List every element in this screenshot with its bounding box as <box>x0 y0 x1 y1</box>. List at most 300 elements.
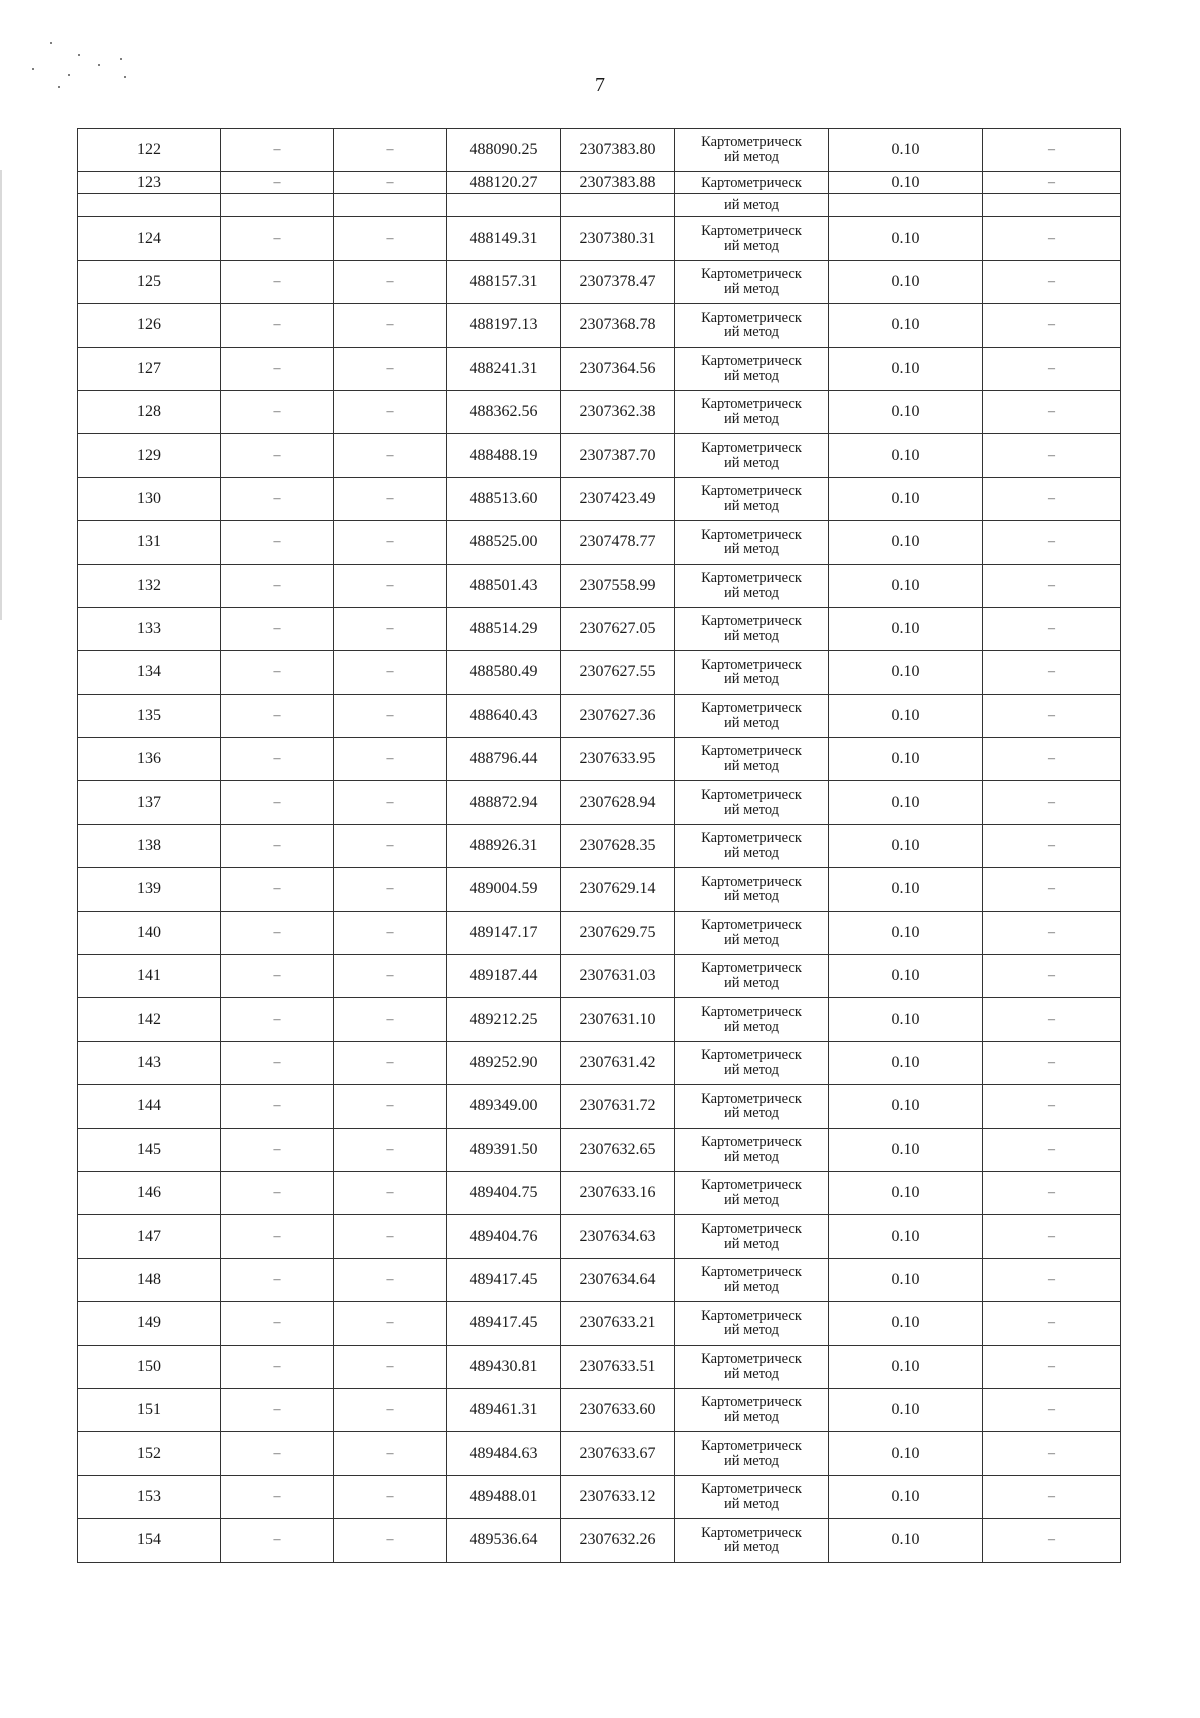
accuracy-cell: 0.10 <box>829 129 983 172</box>
method-text: ий метод <box>723 497 780 514</box>
table-row <box>78 1258 1121 1301</box>
table-row-continuation <box>78 194 1121 217</box>
dash-cell: – <box>221 304 334 347</box>
dash-cell: – <box>334 955 447 998</box>
method-text: Картометрическ <box>701 526 802 543</box>
table-row <box>78 1215 1121 1258</box>
dash-cell: – <box>221 911 334 954</box>
dash-cell: – <box>334 781 447 824</box>
method-text: Картометрическ <box>701 1264 802 1281</box>
dash-cell: – <box>221 1519 334 1562</box>
dash-cell: – <box>983 1171 1121 1214</box>
method-text: ий метод <box>723 1235 780 1252</box>
y-coordinate-cell: 2307628.94 <box>561 781 675 824</box>
dash-cell: – <box>221 1215 334 1258</box>
method-cell <box>675 738 829 781</box>
empty-cell <box>447 194 561 217</box>
x-coordinate-cell: 488197.13 <box>447 304 561 347</box>
accuracy-cell: 0.10 <box>829 1041 983 1084</box>
accuracy-cell: 0.10 <box>829 738 983 781</box>
method-text: ий метод <box>723 1495 780 1512</box>
method-text: Картометрическ <box>701 1003 802 1020</box>
dash-cell: – <box>983 390 1121 433</box>
accuracy-cell: 0.10 <box>829 607 983 650</box>
dash-cell: – <box>221 1041 334 1084</box>
dash-cell: – <box>983 521 1121 564</box>
coordinates-table <box>77 128 1121 1563</box>
dash-cell: – <box>334 347 447 390</box>
accuracy-cell: 0.10 <box>829 955 983 998</box>
x-coordinate-cell: 489484.63 <box>447 1432 561 1475</box>
dash-cell: – <box>334 564 447 607</box>
dash-cell: – <box>334 824 447 867</box>
method-cell <box>675 955 829 998</box>
dash-cell: – <box>983 694 1121 737</box>
point-number-cell: 125 <box>78 260 221 303</box>
table-row <box>78 172 1121 194</box>
method-text: ий метод <box>723 1018 780 1035</box>
method-text: ий метод <box>723 1105 780 1122</box>
point-number-cell: 146 <box>78 1171 221 1214</box>
accuracy-cell: 0.10 <box>829 1388 983 1431</box>
method-text: ий метод <box>723 1452 780 1469</box>
dash-cell: – <box>983 260 1121 303</box>
y-coordinate-cell: 2307633.21 <box>561 1302 675 1345</box>
dash-cell: – <box>334 911 447 954</box>
table-row <box>78 1041 1121 1084</box>
dash-cell: – <box>221 1388 334 1431</box>
point-number-cell: 145 <box>78 1128 221 1171</box>
x-coordinate-cell: 488501.43 <box>447 564 561 607</box>
accuracy-cell: 0.10 <box>829 217 983 260</box>
method-cell <box>675 1085 829 1128</box>
x-coordinate-cell: 488241.31 <box>447 347 561 390</box>
accuracy-cell: 0.10 <box>829 824 983 867</box>
dash-cell: – <box>221 390 334 433</box>
x-coordinate-cell: 489391.50 <box>447 1128 561 1171</box>
x-coordinate-cell: 489349.00 <box>447 1085 561 1128</box>
dash-cell: – <box>983 1345 1121 1388</box>
method-text: Картометрическ <box>701 396 802 413</box>
dash-cell: – <box>334 1302 447 1345</box>
method-text: Картометрическ <box>701 266 802 283</box>
method-text: Картометрическ <box>701 917 802 934</box>
method-text: ий метод <box>723 888 780 905</box>
dash-cell: – <box>334 1475 447 1518</box>
accuracy-cell: 0.10 <box>829 1258 983 1301</box>
method-cell <box>675 304 829 347</box>
method-text: ий метод <box>723 714 780 731</box>
dash-cell: – <box>221 477 334 520</box>
accuracy-cell: 0.10 <box>829 1475 983 1518</box>
point-number-cell: 151 <box>78 1388 221 1431</box>
empty-cell <box>221 194 334 217</box>
dash-cell: – <box>334 1215 447 1258</box>
x-coordinate-cell: 489430.81 <box>447 1345 561 1388</box>
method-cell <box>675 1258 829 1301</box>
method-text: ий метод <box>723 1365 780 1382</box>
dash-cell: – <box>334 868 447 911</box>
table-row <box>78 998 1121 1041</box>
table-row <box>78 1171 1121 1214</box>
accuracy-cell: 0.10 <box>829 564 983 607</box>
point-number-cell: 127 <box>78 347 221 390</box>
dash-cell: – <box>983 564 1121 607</box>
method-cell <box>675 1475 829 1518</box>
method-cell <box>675 129 829 172</box>
table-row <box>78 521 1121 564</box>
table-row <box>78 738 1121 781</box>
dash-cell: – <box>983 1302 1121 1345</box>
method-text: Картометрическ <box>701 1307 802 1324</box>
method-cell <box>675 347 829 390</box>
method-text: Картометрическ <box>701 700 802 717</box>
y-coordinate-cell: 2307632.26 <box>561 1519 675 1562</box>
dash-cell: – <box>983 911 1121 954</box>
method-cell <box>675 1302 829 1345</box>
accuracy-cell: 0.10 <box>829 1085 983 1128</box>
dash-cell: – <box>983 1519 1121 1562</box>
accuracy-cell: 0.10 <box>829 434 983 477</box>
dash-cell: – <box>334 217 447 260</box>
x-coordinate-cell: 488640.43 <box>447 694 561 737</box>
table-row <box>78 1302 1121 1345</box>
empty-cell <box>561 194 675 217</box>
method-cell <box>675 1345 829 1388</box>
table-row <box>78 390 1121 433</box>
method-cell <box>675 434 829 477</box>
y-coordinate-cell: 2307633.51 <box>561 1345 675 1388</box>
dash-cell: – <box>221 564 334 607</box>
y-coordinate-cell: 2307423.49 <box>561 477 675 520</box>
method-text: ий метод <box>723 758 780 775</box>
method-text: Картометрическ <box>701 1524 802 1541</box>
method-text: ий метод <box>723 1192 780 1209</box>
y-coordinate-cell: 2307631.10 <box>561 998 675 1041</box>
method-cell <box>675 1432 829 1475</box>
method-text: ий метод <box>723 237 780 254</box>
dash-cell: – <box>334 651 447 694</box>
table-row <box>78 1432 1121 1475</box>
table-row <box>78 911 1121 954</box>
method-text: ий метод <box>723 845 780 862</box>
dash-cell: – <box>221 129 334 172</box>
method-cell <box>675 1171 829 1214</box>
y-coordinate-cell: 2307629.75 <box>561 911 675 954</box>
method-text: Картометрическ <box>701 1437 802 1454</box>
dash-cell: – <box>221 607 334 650</box>
y-coordinate-cell: 2307627.36 <box>561 694 675 737</box>
x-coordinate-cell: 488157.31 <box>447 260 561 303</box>
dash-cell: – <box>334 521 447 564</box>
x-coordinate-cell: 489417.45 <box>447 1302 561 1345</box>
table-row <box>78 1085 1121 1128</box>
dash-cell: – <box>334 1085 447 1128</box>
dash-cell: – <box>221 824 334 867</box>
dash-cell: – <box>983 172 1121 194</box>
method-cell: ий метод <box>675 194 829 217</box>
y-coordinate-cell: 2307380.31 <box>561 217 675 260</box>
dash-cell: – <box>983 1388 1121 1431</box>
x-coordinate-cell: 489187.44 <box>447 955 561 998</box>
point-number-cell: 134 <box>78 651 221 694</box>
method-text: ий метод <box>723 1409 780 1426</box>
method-text: Картометрическ <box>701 439 802 456</box>
dash-cell: – <box>334 304 447 347</box>
dash-cell: – <box>334 1041 447 1084</box>
point-number-cell: 150 <box>78 1345 221 1388</box>
dash-cell: – <box>983 998 1121 1041</box>
accuracy-cell: 0.10 <box>829 911 983 954</box>
method-text: ий метод <box>723 454 780 471</box>
x-coordinate-cell: 488926.31 <box>447 824 561 867</box>
point-number-cell: 143 <box>78 1041 221 1084</box>
y-coordinate-cell: 2307631.42 <box>561 1041 675 1084</box>
dash-cell: – <box>983 1432 1121 1475</box>
method-cell <box>675 1215 829 1258</box>
accuracy-cell: 0.10 <box>829 651 983 694</box>
method-text: Картометрическ <box>701 1090 802 1107</box>
point-number-cell: 137 <box>78 781 221 824</box>
y-coordinate-cell: 2307631.03 <box>561 955 675 998</box>
method-text: ий метод <box>723 1148 780 1165</box>
method-cell <box>675 172 829 194</box>
dash-cell: – <box>334 477 447 520</box>
x-coordinate-cell: 488149.31 <box>447 217 561 260</box>
dash-cell: – <box>221 781 334 824</box>
dash-cell: – <box>983 434 1121 477</box>
dash-cell: – <box>334 129 447 172</box>
x-coordinate-cell: 489536.64 <box>447 1519 561 1562</box>
point-number-cell: 153 <box>78 1475 221 1518</box>
method-cell <box>675 217 829 260</box>
point-number-cell: 135 <box>78 694 221 737</box>
method-text: ий метод <box>723 1278 780 1295</box>
point-number-cell: 154 <box>78 1519 221 1562</box>
point-number-cell: 128 <box>78 390 221 433</box>
table-row <box>78 694 1121 737</box>
accuracy-cell: 0.10 <box>829 172 983 194</box>
method-text: ий метод <box>723 149 780 166</box>
x-coordinate-cell: 488362.56 <box>447 390 561 433</box>
table-row <box>78 824 1121 867</box>
x-coordinate-cell: 489004.59 <box>447 868 561 911</box>
method-text: Картометрическ <box>701 1177 802 1194</box>
accuracy-cell: 0.10 <box>829 694 983 737</box>
dash-cell: – <box>983 868 1121 911</box>
point-number-cell: 130 <box>78 477 221 520</box>
method-text: Картометрическ <box>701 1350 802 1367</box>
point-number-cell: 129 <box>78 434 221 477</box>
dash-cell: – <box>983 1258 1121 1301</box>
page-number: 7 <box>595 74 605 96</box>
method-text: Картометрическ <box>701 960 802 977</box>
method-cell <box>675 998 829 1041</box>
method-cell <box>675 1128 829 1171</box>
table-row <box>78 1345 1121 1388</box>
y-coordinate-cell: 2307478.77 <box>561 521 675 564</box>
x-coordinate-cell: 489404.75 <box>447 1171 561 1214</box>
accuracy-cell: 0.10 <box>829 1432 983 1475</box>
dash-cell: – <box>221 434 334 477</box>
scan-edge-mark <box>0 170 2 620</box>
y-coordinate-cell: 2307628.35 <box>561 824 675 867</box>
method-cell <box>675 824 829 867</box>
table-row <box>78 955 1121 998</box>
table-row <box>78 651 1121 694</box>
method-cell <box>675 607 829 650</box>
coordinates-table-body <box>78 129 1121 1563</box>
dash-cell: – <box>221 998 334 1041</box>
method-text: Картометрическ <box>701 830 802 847</box>
method-cell <box>675 694 829 737</box>
method-text: Картометрическ <box>701 786 802 803</box>
table-row <box>78 434 1121 477</box>
method-text: Картометрическ <box>701 1220 802 1237</box>
dash-cell: – <box>983 477 1121 520</box>
x-coordinate-cell: 489461.31 <box>447 1388 561 1431</box>
y-coordinate-cell: 2307634.63 <box>561 1215 675 1258</box>
method-cell <box>675 1519 829 1562</box>
accuracy-cell: 0.10 <box>829 1171 983 1214</box>
dash-cell: – <box>221 1345 334 1388</box>
dash-cell: – <box>983 651 1121 694</box>
accuracy-cell: 0.10 <box>829 347 983 390</box>
dash-cell: – <box>983 955 1121 998</box>
point-number-cell: 132 <box>78 564 221 607</box>
method-text: ий метод <box>723 367 780 384</box>
empty-cell <box>334 194 447 217</box>
method-text: Картометрическ <box>701 1047 802 1064</box>
dash-cell: – <box>334 260 447 303</box>
point-number-cell: 126 <box>78 304 221 347</box>
method-cell <box>675 781 829 824</box>
method-text: Картометрическ <box>701 743 802 760</box>
dash-cell: – <box>334 434 447 477</box>
dash-cell: – <box>983 1215 1121 1258</box>
dash-cell: – <box>221 1302 334 1345</box>
dash-cell: – <box>334 1128 447 1171</box>
point-number-cell: 131 <box>78 521 221 564</box>
x-coordinate-cell: 489404.76 <box>447 1215 561 1258</box>
method-cell <box>675 477 829 520</box>
dash-cell: – <box>334 998 447 1041</box>
method-cell <box>675 1388 829 1431</box>
dash-cell: – <box>983 217 1121 260</box>
method-text: ий метод <box>723 1539 780 1556</box>
method-text: Картометрическ <box>701 483 802 500</box>
method-text: Картометрическ <box>701 1481 802 1498</box>
dash-cell: – <box>983 781 1121 824</box>
accuracy-cell: 0.10 <box>829 1519 983 1562</box>
point-number-cell: 124 <box>78 217 221 260</box>
y-coordinate-cell: 2307631.72 <box>561 1085 675 1128</box>
method-text: Картометрическ <box>701 174 802 191</box>
point-number-cell: 133 <box>78 607 221 650</box>
dash-cell: – <box>221 868 334 911</box>
dash-cell: – <box>221 1128 334 1171</box>
dash-cell: – <box>334 1345 447 1388</box>
point-number-cell: 147 <box>78 1215 221 1258</box>
method-text: Картометрическ <box>701 613 802 630</box>
point-number-cell: 136 <box>78 738 221 781</box>
x-coordinate-cell: 488514.29 <box>447 607 561 650</box>
method-text: ий метод <box>723 280 780 297</box>
point-number-cell: 144 <box>78 1085 221 1128</box>
method-text: Картометрическ <box>701 656 802 673</box>
dash-cell: – <box>221 1171 334 1214</box>
empty-cell <box>829 194 983 217</box>
dash-cell: – <box>221 694 334 737</box>
dash-cell: – <box>221 347 334 390</box>
dash-cell: – <box>334 1258 447 1301</box>
accuracy-cell: 0.10 <box>829 868 983 911</box>
method-text: Картометрическ <box>701 569 802 586</box>
x-coordinate-cell: 488872.94 <box>447 781 561 824</box>
table-row <box>78 868 1121 911</box>
method-cell <box>675 651 829 694</box>
y-coordinate-cell: 2307633.16 <box>561 1171 675 1214</box>
method-cell <box>675 390 829 433</box>
table-row <box>78 304 1121 347</box>
table-row <box>78 1475 1121 1518</box>
accuracy-cell: 0.10 <box>829 477 983 520</box>
method-cell <box>675 564 829 607</box>
method-text: ий метод <box>723 801 780 818</box>
accuracy-cell: 0.10 <box>829 998 983 1041</box>
table-row <box>78 477 1121 520</box>
x-coordinate-cell: 488580.49 <box>447 651 561 694</box>
dash-cell: – <box>334 1388 447 1431</box>
y-coordinate-cell: 2307362.38 <box>561 390 675 433</box>
x-coordinate-cell: 489212.25 <box>447 998 561 1041</box>
y-coordinate-cell: 2307632.65 <box>561 1128 675 1171</box>
y-coordinate-cell: 2307387.70 <box>561 434 675 477</box>
point-number-cell: 148 <box>78 1258 221 1301</box>
dash-cell: – <box>221 1258 334 1301</box>
y-coordinate-cell: 2307633.60 <box>561 1388 675 1431</box>
method-cell <box>675 1041 829 1084</box>
table-row <box>78 260 1121 303</box>
point-number-cell: 149 <box>78 1302 221 1345</box>
table-row <box>78 1128 1121 1171</box>
method-cell <box>675 521 829 564</box>
dash-cell: – <box>221 260 334 303</box>
method-text: ий метод <box>723 628 780 645</box>
y-coordinate-cell: 2307364.56 <box>561 347 675 390</box>
table-row <box>78 1388 1121 1431</box>
table-row <box>78 129 1121 172</box>
x-coordinate-cell: 488090.25 <box>447 129 561 172</box>
method-text: ий метод <box>723 584 780 601</box>
dash-cell: – <box>334 694 447 737</box>
y-coordinate-cell: 2307633.12 <box>561 1475 675 1518</box>
table-row <box>78 781 1121 824</box>
method-text: Картометрическ <box>701 1134 802 1150</box>
point-number-cell: 122 <box>78 129 221 172</box>
method-text: Картометрическ <box>701 309 802 326</box>
dash-cell: – <box>221 1085 334 1128</box>
y-coordinate-cell: 2307627.55 <box>561 651 675 694</box>
accuracy-cell: 0.10 <box>829 1302 983 1345</box>
y-coordinate-cell: 2307634.64 <box>561 1258 675 1301</box>
point-number-cell: 142 <box>78 998 221 1041</box>
method-text: ий метод <box>723 931 780 948</box>
dash-cell: – <box>334 1171 447 1214</box>
method-text: ий метод <box>723 324 780 341</box>
dash-cell: – <box>983 824 1121 867</box>
dash-cell: – <box>983 129 1121 172</box>
